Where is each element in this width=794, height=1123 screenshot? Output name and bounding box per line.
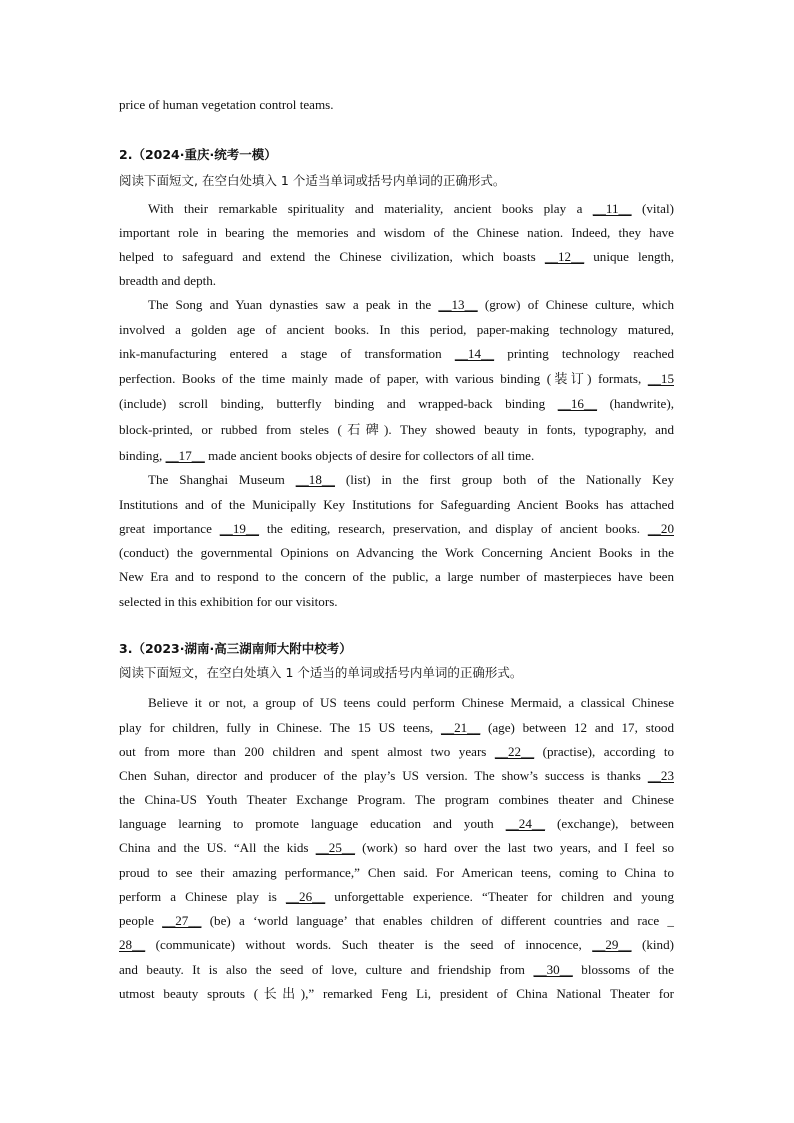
text-segment: (grow) of Chinese culture, which xyxy=(477,297,675,312)
passage-line xyxy=(119,985,674,1003)
passage-line xyxy=(119,272,674,290)
passage-line xyxy=(119,395,674,413)
passage-line xyxy=(119,961,674,979)
passage-line xyxy=(119,248,674,266)
text-segment: unforgettable experience. “Theater for children and young xyxy=(325,889,674,904)
text-segment: (list) in the first group both of the Nationally Key xyxy=(334,472,674,487)
text-segment: block-printed, or rubbed from steles (石碑). They showed beauty in fonts, typography, and xyxy=(119,422,674,437)
passage-line xyxy=(119,370,674,388)
text-segment: (age) between 12 and 17, stood xyxy=(480,720,674,735)
passage-line xyxy=(119,520,674,538)
passage-line xyxy=(119,447,674,465)
passage-line xyxy=(119,593,674,611)
text-segment: and beauty. It is also the seed of love, culture and friendship from xyxy=(119,962,534,977)
answer-blank[interactable]: 28__ xyxy=(119,937,146,952)
passage-line xyxy=(119,839,674,857)
answer-blank[interactable]: __23 xyxy=(647,768,674,783)
text-segment: (vital) xyxy=(631,201,674,216)
text-segment: breadth and depth. xyxy=(119,273,217,288)
answer-blank[interactable]: __13__ xyxy=(438,297,478,312)
passage-line xyxy=(119,888,674,906)
text-segment: (kind) xyxy=(631,937,674,952)
passage-line xyxy=(119,345,674,363)
text-segment: Institutions and of the Municipally Key Institutions for Safeguarding Ancient Books has attached xyxy=(119,497,674,512)
text-segment: Believe it or not, a group of US teens could perform Chinese Mermaid, a classical Chinese xyxy=(148,695,674,710)
text-segment: involved a golden age of ancient books. In this period, paper-making technology matured, xyxy=(119,322,674,337)
passage-line xyxy=(119,815,674,833)
answer-blank[interactable]: __11__ xyxy=(592,201,632,216)
answer-blank[interactable]: __12__ xyxy=(544,249,585,264)
text-segment: (communicate) without words. Such theater is the seed of innocence, xyxy=(145,937,593,952)
answer-blank[interactable]: __18__ xyxy=(295,472,335,487)
text-segment: the editing, research, preservation, and display of ancient books. xyxy=(259,521,648,536)
answer-blank[interactable]: __21__ xyxy=(440,720,481,735)
text-segment: utmost beauty sprouts (长出),” remarked Feng Li, president of China National Theater for xyxy=(119,986,674,1001)
text-segment: unique length, xyxy=(584,249,674,264)
text-segment: language learning to promote language education and youth xyxy=(119,816,506,831)
text-segment: selected in this exhibition for our visitors. xyxy=(119,594,338,609)
answer-blank[interactable]: __19__ xyxy=(219,521,260,536)
text-segment: perfection. Books of the time mainly made of paper, with various binding (装订) formats, xyxy=(119,371,648,386)
text-segment: (exchange), between xyxy=(544,816,674,831)
passage-line xyxy=(119,568,674,586)
answer-blank[interactable]: __30__ xyxy=(533,962,573,977)
passage-line xyxy=(119,743,674,761)
text-segment: blossoms of the xyxy=(572,962,674,977)
text-segment: With their remarkable spirituality and materiality, ancient books play a xyxy=(148,201,593,216)
passage-line xyxy=(119,912,674,930)
answer-blank[interactable]: __22__ xyxy=(494,744,535,759)
text-segment: the China-US Youth Theater Exchange Program. The program combines theater and Chinese xyxy=(119,792,674,807)
section-heading: 3.（2023·湖南·高三湖南师大附中校考） xyxy=(119,641,352,656)
text-segment: New Era and to respond to the concern of the public, a large number of masterpieces have been xyxy=(119,569,674,584)
text-segment: important role in bearing the memories and wisdom of the Chinese nation. Indeed, they have xyxy=(119,225,674,240)
section-instruction: 阅读下面短文, 在空白处填入 1 个适当单词或括号内单词的正确形式。 xyxy=(119,173,506,188)
passage-line xyxy=(119,936,674,954)
text-segment: (include) scroll binding, butterfly binding and wrapped-back binding xyxy=(119,396,558,411)
text-segment: out from more than 200 children and spent almost two years xyxy=(119,744,495,759)
text-segment: (practise), according to xyxy=(534,744,675,759)
answer-blank[interactable]: __16__ xyxy=(557,396,598,411)
text-segment: The Song and Yuan dynasties saw a peak in the xyxy=(148,297,439,312)
text-segment: binding, xyxy=(119,448,166,463)
answer-blank[interactable]: __26__ xyxy=(285,889,326,904)
answer-blank[interactable]: __15 xyxy=(647,371,674,386)
answer-blank[interactable]: __17__ xyxy=(165,448,205,463)
passage-line xyxy=(119,421,674,439)
passage-line xyxy=(148,694,674,712)
text-segment: made ancient books objects of desire for collectors of all time. xyxy=(204,448,535,463)
answer-blank[interactable]: __25__ xyxy=(315,840,355,855)
text-segment: great importance xyxy=(119,521,220,536)
text-segment: ink-manufacturing entered a stage of transformation xyxy=(119,346,455,361)
passage-line xyxy=(119,767,674,785)
passage-line xyxy=(119,224,674,242)
text-segment: helped to safeguard and extend the Chinese civilization, which boasts xyxy=(119,249,545,264)
section-instruction: 阅读下面短文，在空白处填入 1 个适当的单词或括号内单词的正确形式。 xyxy=(119,665,523,680)
text-segment: play for children, fully in Chinese. The 15 US teens, xyxy=(119,720,441,735)
text-segment: proud to see their amazing performance,” Chen said. For American teens, coming to China to xyxy=(119,865,674,880)
passage-line xyxy=(119,544,674,562)
answer-blank[interactable]: __27__ xyxy=(162,913,202,928)
continuation-text: price of human vegetation control teams. xyxy=(119,97,334,112)
passage-line xyxy=(119,791,674,809)
text-segment: printing technology reached xyxy=(494,346,674,361)
passage-line xyxy=(148,296,674,314)
text-segment: perform a Chinese play is xyxy=(119,889,286,904)
text-segment: (handwrite), xyxy=(597,396,674,411)
text-segment: (work) so hard over the last two years, and I feel so xyxy=(354,840,674,855)
passage-line xyxy=(119,864,674,882)
passage-line xyxy=(119,719,674,737)
passage-line xyxy=(119,496,674,514)
text-segment: The Shanghai Museum xyxy=(148,472,296,487)
passage-line xyxy=(148,200,674,218)
text-segment: people xyxy=(119,913,163,928)
passage-line xyxy=(119,321,674,339)
section-heading: 2.（2024·重庆·统考一模） xyxy=(119,147,277,162)
answer-blank[interactable]: __29__ xyxy=(592,937,632,952)
answer-blank[interactable]: __20 xyxy=(647,521,674,536)
text-segment: Chen Suhan, director and producer of the play’s US version. The show’s success is thanks xyxy=(119,768,648,783)
text-segment: (be) a ‘world language’ that enables children of different countries and race _ xyxy=(201,913,674,928)
answer-blank[interactable]: __24__ xyxy=(505,816,545,831)
text-segment: China and the US. “All the kids xyxy=(119,840,316,855)
text-segment: (conduct) the governmental Opinions on Advancing the Work Concerning Ancient Books in the xyxy=(119,545,674,560)
passage-line xyxy=(148,471,674,489)
answer-blank[interactable]: __14__ xyxy=(454,346,495,361)
